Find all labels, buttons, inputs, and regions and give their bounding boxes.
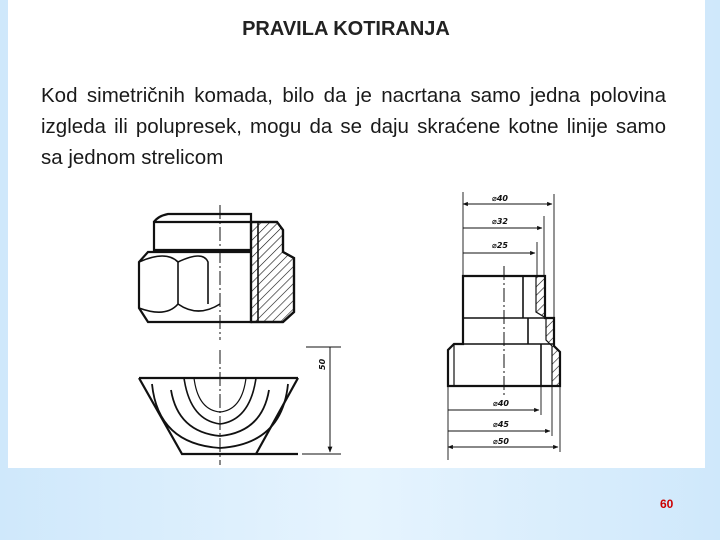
dim-top-40: ⌀40 [492,194,508,203]
nut-drawing [139,205,294,340]
dim-bottom-40: ⌀40 [493,399,509,408]
nut-top-block [154,222,251,250]
slide-title: PRAVILA KOTIRANJA [242,18,450,40]
technical-drawings [8,0,705,468]
dim-top-25: ⌀25 [492,241,508,250]
page-number: 60 [660,497,674,511]
dim-bottom-50: ⌀50 [493,437,509,446]
slide-body-text: Kod simetričnih komada, bilo da je nacrtana samo jedna polovina izgleda ili polupresek, mogu da se daju skraćene kotne linije samo sa jednom strelicom [41,84,666,169]
dimension-50-label: 50 [318,358,327,370]
nut-lower-view [139,350,298,465]
slide [8,0,705,468]
dim-top-32: ⌀32 [492,217,508,226]
dim-bottom-45: ⌀45 [493,420,509,429]
bushing-drawing [448,266,560,398]
